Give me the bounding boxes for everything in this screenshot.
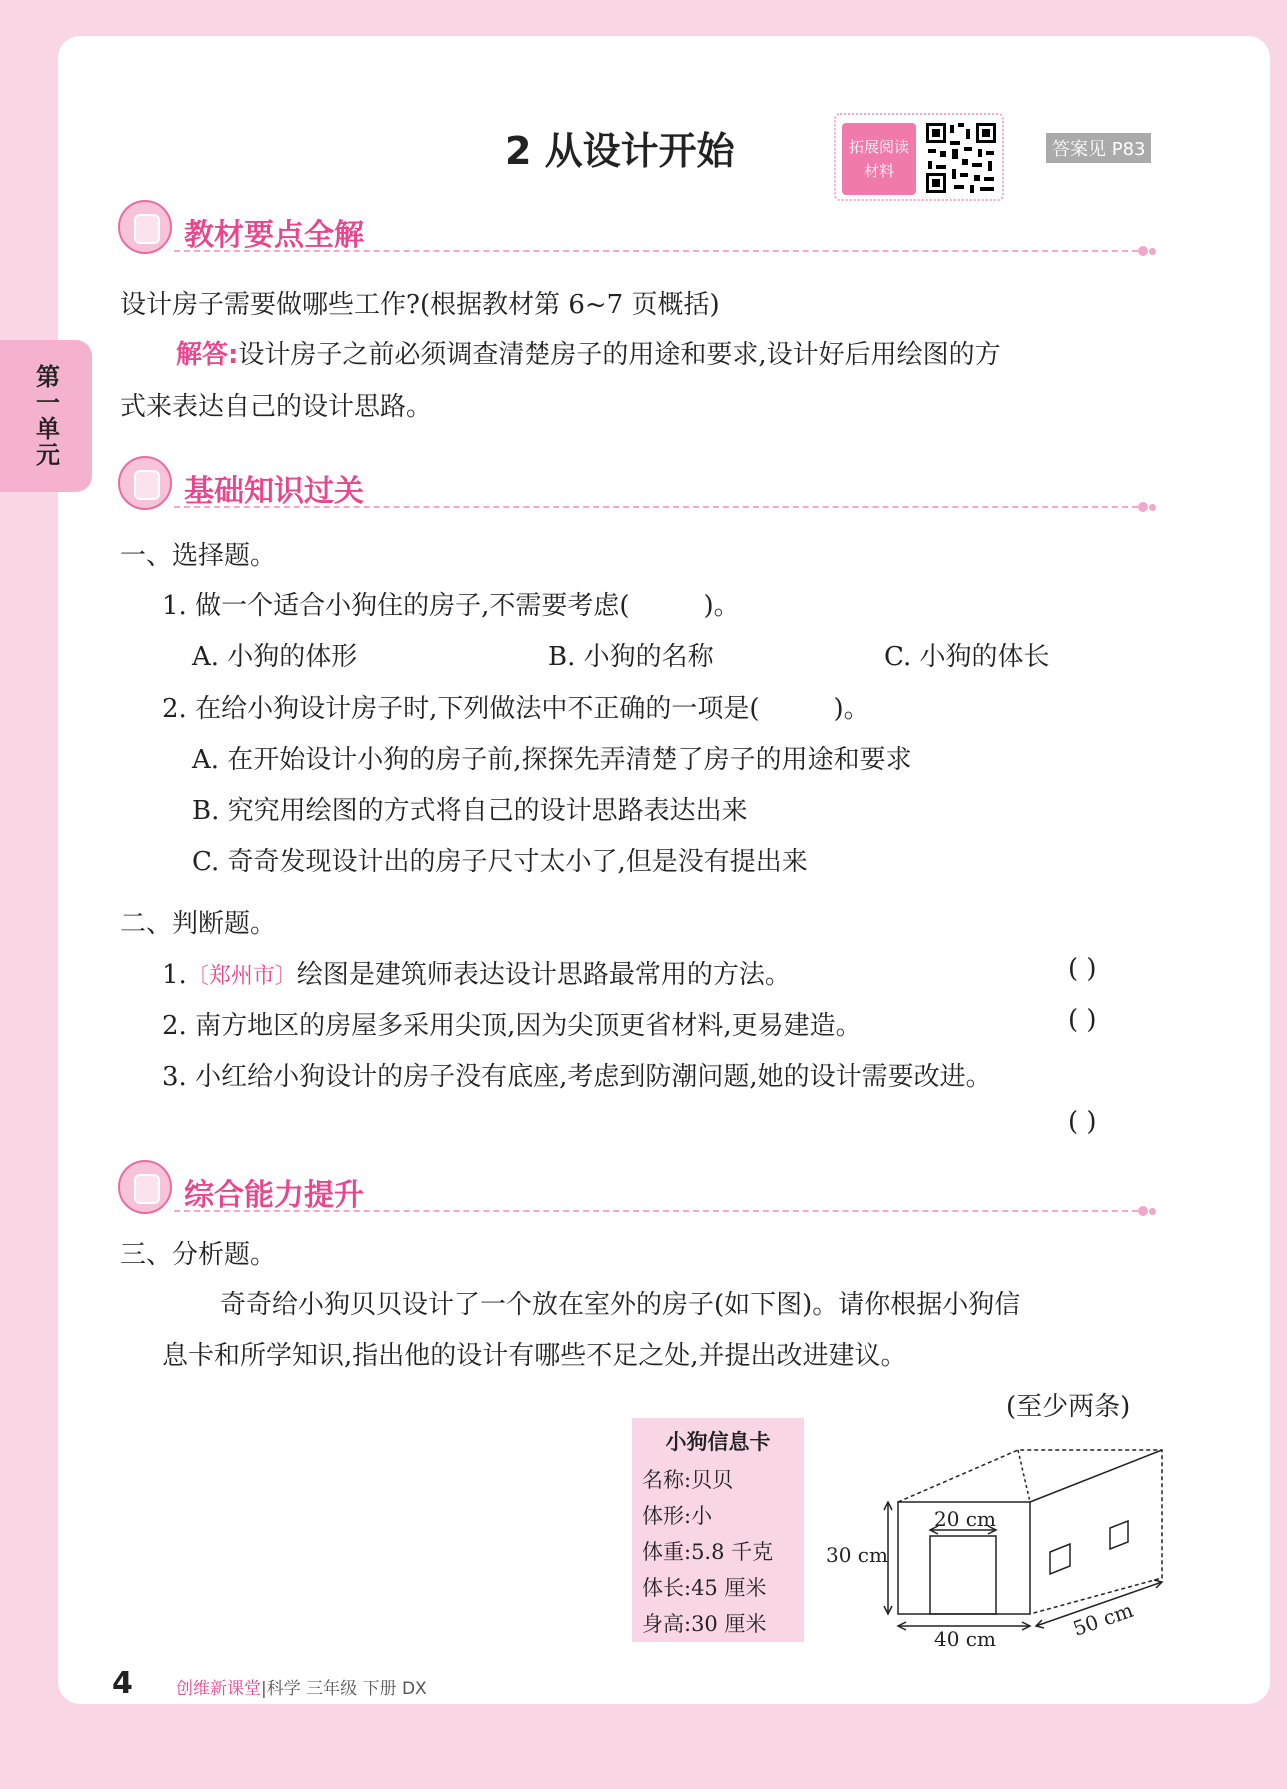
- house-side-top: [1030, 1450, 1162, 1502]
- unit-tab-label: 第一单元: [31, 364, 60, 468]
- page-title: 2 从设计开始: [505, 129, 735, 173]
- dots-ornament-icon: [1138, 500, 1158, 514]
- p2-q1-answer-blank[interactable]: ( ): [1068, 954, 1097, 984]
- dashed-divider: [174, 506, 1138, 508]
- mascot-icon: [118, 200, 172, 254]
- height-label: 30 cm: [826, 1543, 888, 1567]
- depth-label: 50 cm: [1069, 1597, 1137, 1641]
- q1-option-a: A. 小狗的体形: [192, 642, 358, 672]
- section-title: 基础知识过关: [184, 474, 364, 509]
- footer-brand: 创维新课堂: [176, 1679, 261, 1699]
- q2-option-c: C. 奇奇发现设计出的房子尺寸太小了,但是没有提出来: [192, 847, 808, 877]
- card-row: 体长:45 厘米: [642, 1576, 767, 1600]
- p2-q2-answer-blank[interactable]: ( ): [1068, 1005, 1097, 1035]
- q1-stem-a: 1. 做一个适合小狗住的房子,不需要考虑(: [162, 591, 630, 621]
- part1-q1-stem: [162, 585, 740, 622]
- extended-reading-label: [842, 123, 916, 195]
- section-header-advanced: [118, 1160, 1158, 1220]
- card-row: 体重:5.8 千克: [642, 1540, 774, 1564]
- key-question: 设计房子需要做哪些工作?(根据教材第 6~7 页概括): [120, 290, 720, 320]
- card-title: 小狗信息卡: [665, 1430, 771, 1454]
- q1-option-b: B. 小狗的名称: [548, 642, 714, 672]
- key-answer-line1: [176, 334, 1001, 371]
- q2-stem-b: )。: [833, 694, 870, 724]
- part3-para-line1: 奇奇给小狗贝贝设计了一个放在室外的房子(如下图)。请你根据小狗信: [220, 1290, 1021, 1320]
- dashed-divider: [174, 250, 1138, 252]
- p2-q1-text: 绘图是建筑师表达设计思路最常用的方法。: [296, 960, 791, 990]
- mascot-icon: [118, 1160, 172, 1214]
- part3-para-line2: 息卡和所学知识,指出他的设计有哪些不足之处,并提出改进建议。: [162, 1341, 907, 1371]
- unit-tab: [0, 340, 92, 492]
- dots-ornament-icon: [1138, 1204, 1158, 1218]
- part3-heading: 三、分析题。: [120, 1240, 277, 1270]
- region-tag: 〔郑州市〕: [186, 964, 297, 989]
- q2-option-a: A. 在开始设计小狗的房子前,探探先弄清楚了房子的用途和要求: [192, 745, 912, 775]
- house-door: [930, 1536, 996, 1614]
- part1-q2-stem: [162, 688, 870, 725]
- card-row: 身高:30 厘米: [642, 1612, 767, 1636]
- part2-heading: 二、判断题。: [120, 909, 277, 939]
- doghouse-diagram: [822, 1440, 1172, 1650]
- answer-label: 解答:: [176, 340, 239, 370]
- card-row: 名称:贝贝: [642, 1468, 734, 1492]
- footer-info: [176, 1674, 427, 1699]
- read-label-line2: 材料: [863, 162, 894, 180]
- answer-reference-tag: 答案见 P83: [1046, 133, 1151, 163]
- part3-note: (至少两条): [1006, 1392, 1131, 1422]
- section-title: 教材要点全解: [184, 218, 364, 253]
- part1-heading: 一、选择题。: [120, 541, 277, 571]
- q2-option-b: B. 究究用绘图的方式将自己的设计思路表达出来: [192, 796, 748, 826]
- part2-q3: 3. 小红给小狗设计的房子没有底座,考虑到防潮问题,她的设计需要改进。: [162, 1062, 992, 1092]
- part2-q2: 2. 南方地区的房屋多采用尖顶,因为尖顶更省材料,更易建造。: [162, 1011, 862, 1041]
- dog-info-card: [632, 1418, 804, 1642]
- house-window-2: [1110, 1521, 1128, 1549]
- q1-stem-b: )。: [703, 591, 740, 621]
- footer-meta: 科学 三年级 下册 DX: [266, 1679, 427, 1699]
- width-label: 40 cm: [934, 1627, 996, 1650]
- dots-ornament-icon: [1138, 244, 1158, 258]
- house-window-1: [1050, 1544, 1070, 1574]
- section-title: 综合能力提升: [184, 1178, 364, 1213]
- footer-sep: |: [261, 1679, 267, 1699]
- q2-stem-a: 2. 在给小狗设计房子时,下列做法中不正确的一项是(: [162, 694, 760, 724]
- key-answer-line2: 式来表达自己的设计思路。: [120, 392, 433, 422]
- card-row: 体形:小: [642, 1504, 713, 1528]
- answer-text-1: 设计房子之前必须调查清楚房子的用途和要求,设计好后用绘图的方: [238, 340, 1001, 370]
- page-number: 4: [112, 1666, 133, 1701]
- qr-code-icon[interactable]: [924, 121, 998, 195]
- part2-q1: [162, 954, 791, 991]
- read-label-line1: 拓展阅读: [848, 138, 909, 156]
- dashed-divider: [174, 1210, 1138, 1212]
- p2-q1-num: 1.: [162, 960, 187, 990]
- q1-option-c: C. 小狗的体长: [884, 642, 1050, 672]
- section-header-key-points: [118, 200, 1158, 260]
- door-width-label: 20 cm: [934, 1507, 996, 1531]
- p2-q3-answer-blank[interactable]: ( ): [1068, 1107, 1097, 1137]
- extended-reading-box[interactable]: [834, 113, 1004, 201]
- section-header-basics: [118, 456, 1158, 516]
- mascot-icon: [118, 456, 172, 510]
